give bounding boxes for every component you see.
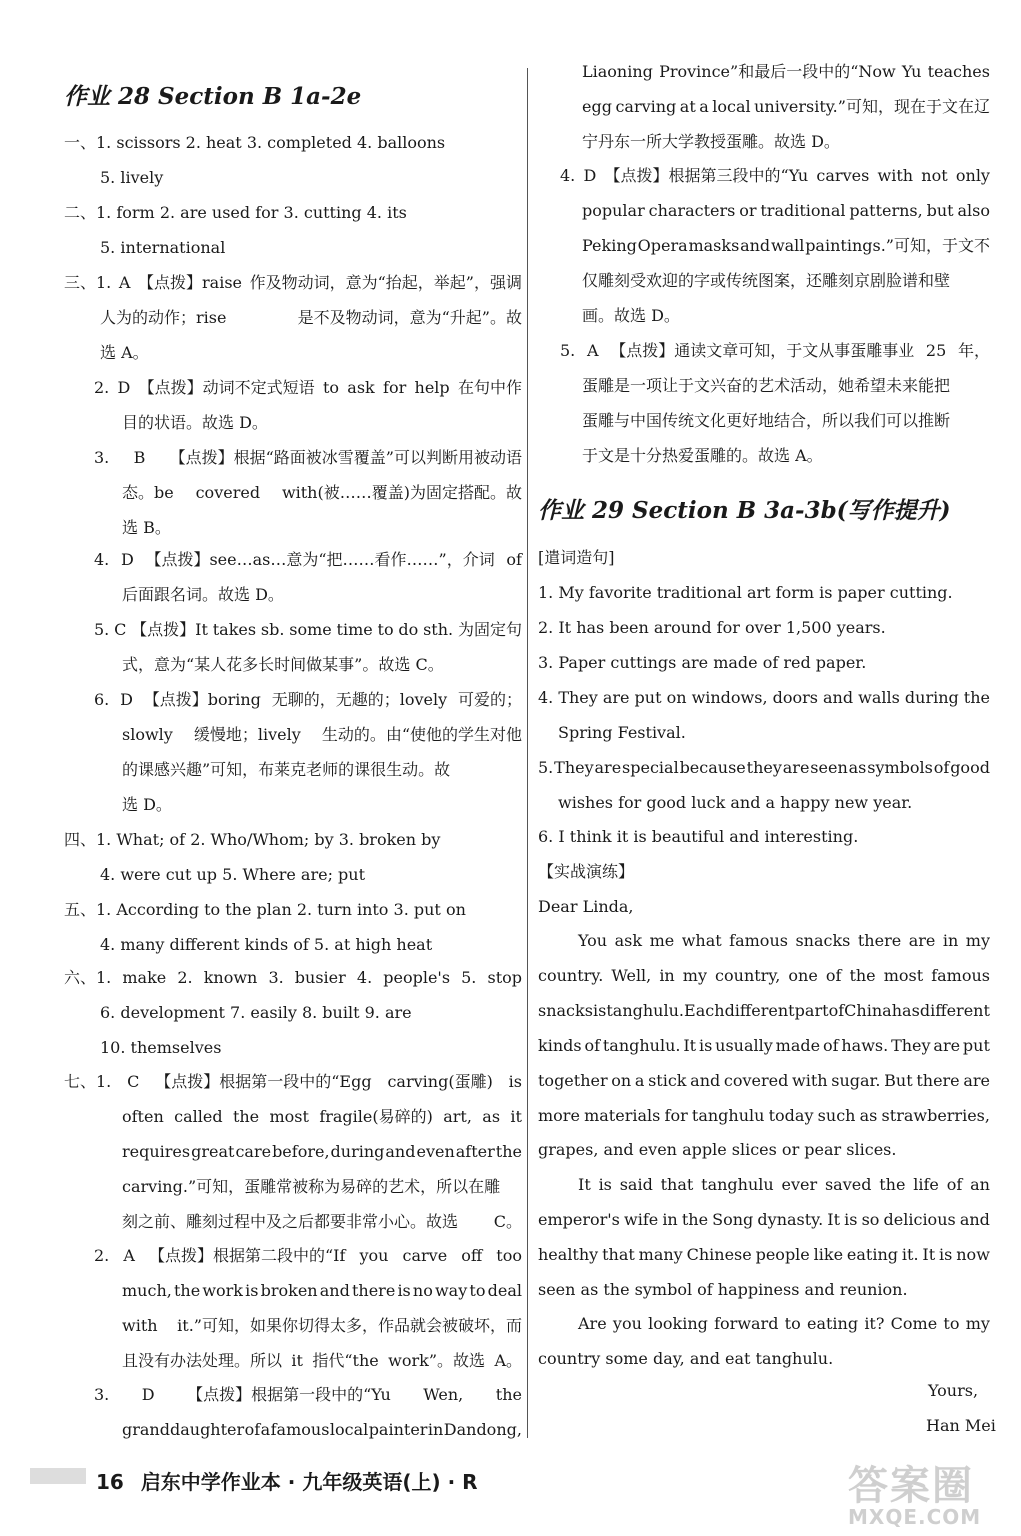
left-text-line: 4. were cut up 5. Where are; put — [100, 865, 366, 884]
left-text-line: 四、1. What; of 2. Who/Whom; by 3. broken by — [64, 830, 441, 849]
left-text-line: 3. B 【点拨】根据“路面被冰雪覆盖”可以判断用被动语 — [94, 448, 522, 467]
essay-text-line: together on a stick and covered with sugar. But there are — [538, 1071, 990, 1090]
right-text-line: 于文是十分热爱蛋雕的。故选 A。 — [582, 446, 823, 465]
left-text-line: 且没有办法处理。所以 it 指代“the work”。故选 A。 — [122, 1351, 522, 1370]
essay-text-line: Han Mei — [926, 1416, 996, 1435]
left-text-line: 态。be covered with(被……覆盖)为固定搭配。故 — [122, 483, 522, 502]
left-text-line: 2. A 【点拨】根据第二段中的“If you carve off too — [94, 1246, 522, 1265]
essay-text-line: [遣词造句] — [538, 548, 615, 567]
left-text-line: 人为的动作；rise 是不及物动词，意为“升起”。故 — [100, 308, 522, 327]
left-text-line: requires great care before, during and even after the — [122, 1142, 522, 1161]
left-text-line: 七、1. C 【点拨】根据第一段中的“Egg carving(蛋雕) is — [64, 1072, 522, 1091]
left-text-line: 2. D 【点拨】动词不定式短语 to ask for help 在句中作 — [94, 378, 522, 397]
essay-text-line: wishes for good luck and a happy new year. — [558, 793, 913, 812]
left-text-line: 选 A。 — [100, 343, 149, 362]
left-text-line: 的课感兴趣”可知，布莱克老师的课很生动。故 — [122, 760, 451, 779]
essay-text-line: snacks is tanghulu. Each different part of China has different — [538, 1001, 990, 1020]
right-text-line: 画。故选 D。 — [582, 306, 680, 325]
left-text-line: 5. international — [100, 238, 226, 257]
left-text-line: 式，意为“某人花多长时间做某事”。故选 C。 — [122, 655, 444, 674]
right-text-line: 宁丹东一所大学教授蛋雕。故选 D。 — [582, 132, 840, 151]
essay-text-line: more materials for tanghulu today such as strawberries, — [538, 1106, 990, 1125]
essay-text-line: Dear Linda, — [538, 897, 634, 916]
left-text-line: 选 B。 — [122, 518, 171, 537]
left-text-line: much, the work is broken and there is no way to deal — [122, 1281, 522, 1300]
left-text-line: 4. D 【点拨】see…as…意为“把……看作……”，介词 of — [94, 550, 522, 569]
essay-text-line: 3. Paper cuttings are made of red paper. — [538, 653, 867, 672]
essay-text-line: 4. They are put on windows, doors and walls during the — [538, 688, 990, 707]
essay-text-line: country. Well, in my country, one of the most famous — [538, 966, 990, 985]
left-text-line: 二、1. form 2. are used for 3. cutting 4. its — [64, 203, 407, 222]
left-text-line: granddaughter of a famous local painter in Dandong, — [122, 1420, 522, 1439]
essay-text-line: country some day, and eat tanghulu. — [538, 1349, 834, 1368]
right-text-line: 5. A 【点拨】通读文章可知，于文从事蛋雕事业 25 年， — [560, 341, 990, 360]
essay-text-line: healthy that many Chinese people like eating it. It is now — [538, 1245, 990, 1264]
essay-text-line: grapes, and even apple slices or pear slices. — [538, 1140, 897, 1159]
left-text-line: 五、1. According to the plan 2. turn into 3. put on — [64, 900, 466, 919]
left-text-line: 6. D 【点拨】boring 无聊的，无趣的；lovely 可爱的； — [94, 690, 522, 709]
left-text-line: 5. C 【点拨】It takes sb. some time to do sth. 为固定句 — [94, 620, 522, 639]
column-divider — [527, 68, 528, 1438]
left-text-line: 六、1. make 2. known 3. busier 4. people's 5. stop — [64, 968, 522, 987]
section-heading-28: 作业 28 Section B 1a-2e — [64, 83, 362, 110]
left-text-line: 三、1. A 【点拨】raise 作及物动词，意为“抬起，举起”，强调 — [64, 273, 522, 292]
left-text-line: with it.”可知，如果你切得太多，作品就会被破坏，而 — [122, 1316, 522, 1335]
right-text-line: 蛋雕是一项让于文兴奋的艺术活动，她希望未来能把 — [582, 376, 951, 395]
essay-text-line: 6. I think it is beautiful and interesting. — [538, 827, 859, 846]
essay-text-line: Yours, — [928, 1381, 979, 1400]
left-text-line: 后面跟名词。故选 D。 — [122, 585, 284, 604]
essay-text-line: 1. My favorite traditional art form is paper cutting. — [538, 583, 953, 602]
left-text-line: 4. many different kinds of 5. at high heat — [100, 935, 433, 954]
watermark-logo — [848, 1454, 1008, 1530]
left-text-line: slowly 缓慢地；lively 生动的。由“使他的学生对他 — [122, 725, 522, 744]
left-text-line: 一、1. scissors 2. heat 3. completed 4. balloons — [64, 133, 446, 152]
left-text-line: often called the most fragile(易碎的) art, as it — [122, 1107, 522, 1126]
right-text-line: egg carving at a local university.”可知，现在于文在辽 — [582, 97, 990, 116]
left-text-line: 10. themselves — [100, 1038, 222, 1057]
left-text-line: carving.”可知，蛋雕常被称为易碎的艺术，所以在雕 — [122, 1177, 501, 1196]
right-text-line: Liaoning Province”和最后一段中的“Now Yu teaches — [582, 62, 990, 81]
right-text-line: popular characters or traditional patterns, but also — [582, 201, 990, 220]
right-text-line: 蛋雕与中国传统文化更好地结合，所以我们可以推断 — [582, 411, 951, 430]
right-text-line: 4. D 【点拨】根据第三段中的“Yu carves with not only — [560, 166, 990, 185]
left-text-line: 目的状语。故选 D。 — [122, 413, 268, 432]
essay-text-line: It is said that tanghulu ever saved the life of an — [578, 1175, 990, 1194]
section-heading-29: 作业 29 Section B 3a-3b(写作提升) — [538, 497, 951, 524]
essay-text-line: Spring Festival. — [558, 723, 686, 742]
left-text-line: 6. development 7. easily 8. built 9. are — [100, 1003, 412, 1022]
essay-text-line: kinds of tanghulu. It is usually made of haws. They are put — [538, 1036, 990, 1055]
left-text-line: 选 D。 — [122, 795, 172, 814]
essay-text-line: 5. They are special because they are seen as symbols of good — [538, 758, 990, 777]
page-footer — [96, 1466, 478, 1495]
right-text-line: Peking Opera masks and wall paintings.”可知，于文不 — [582, 236, 990, 255]
watermark-text: 答案圈 — [848, 1463, 974, 1509]
left-text-line: 3. D 【点拨】根据第一段中的“Yu Wen, the — [94, 1385, 522, 1404]
essay-text-line: 2. It has been around for over 1,500 years. — [538, 618, 886, 637]
essay-text-line: Are you looking forward to eating it? Come to my — [578, 1314, 990, 1333]
book-title: 启东中学作业本 · 九年级英语(上) · R — [140, 1470, 478, 1494]
watermark-url: MXQE.COM — [848, 1505, 982, 1529]
right-text-line: 仅雕刻受欢迎的字或传统图案，还雕刻京剧脸谱和壁 — [582, 271, 951, 290]
essay-text-line: You ask me what famous snacks there are in my — [578, 931, 990, 950]
essay-text-line: seen as the symbol of happiness and reunion. — [538, 1280, 908, 1299]
footer-gray-bar — [30, 1468, 86, 1484]
left-text-line: 5. lively — [100, 168, 164, 187]
essay-text-line: 【实战演练】 — [538, 862, 635, 881]
left-text-line: 刻之前、雕刻过程中及之后都要非常小心。故选 C。 — [122, 1212, 522, 1231]
essay-text-line: emperor's wife in the Song dynasty. It is so delicious and — [538, 1210, 990, 1229]
page-number: 16 — [96, 1470, 124, 1494]
